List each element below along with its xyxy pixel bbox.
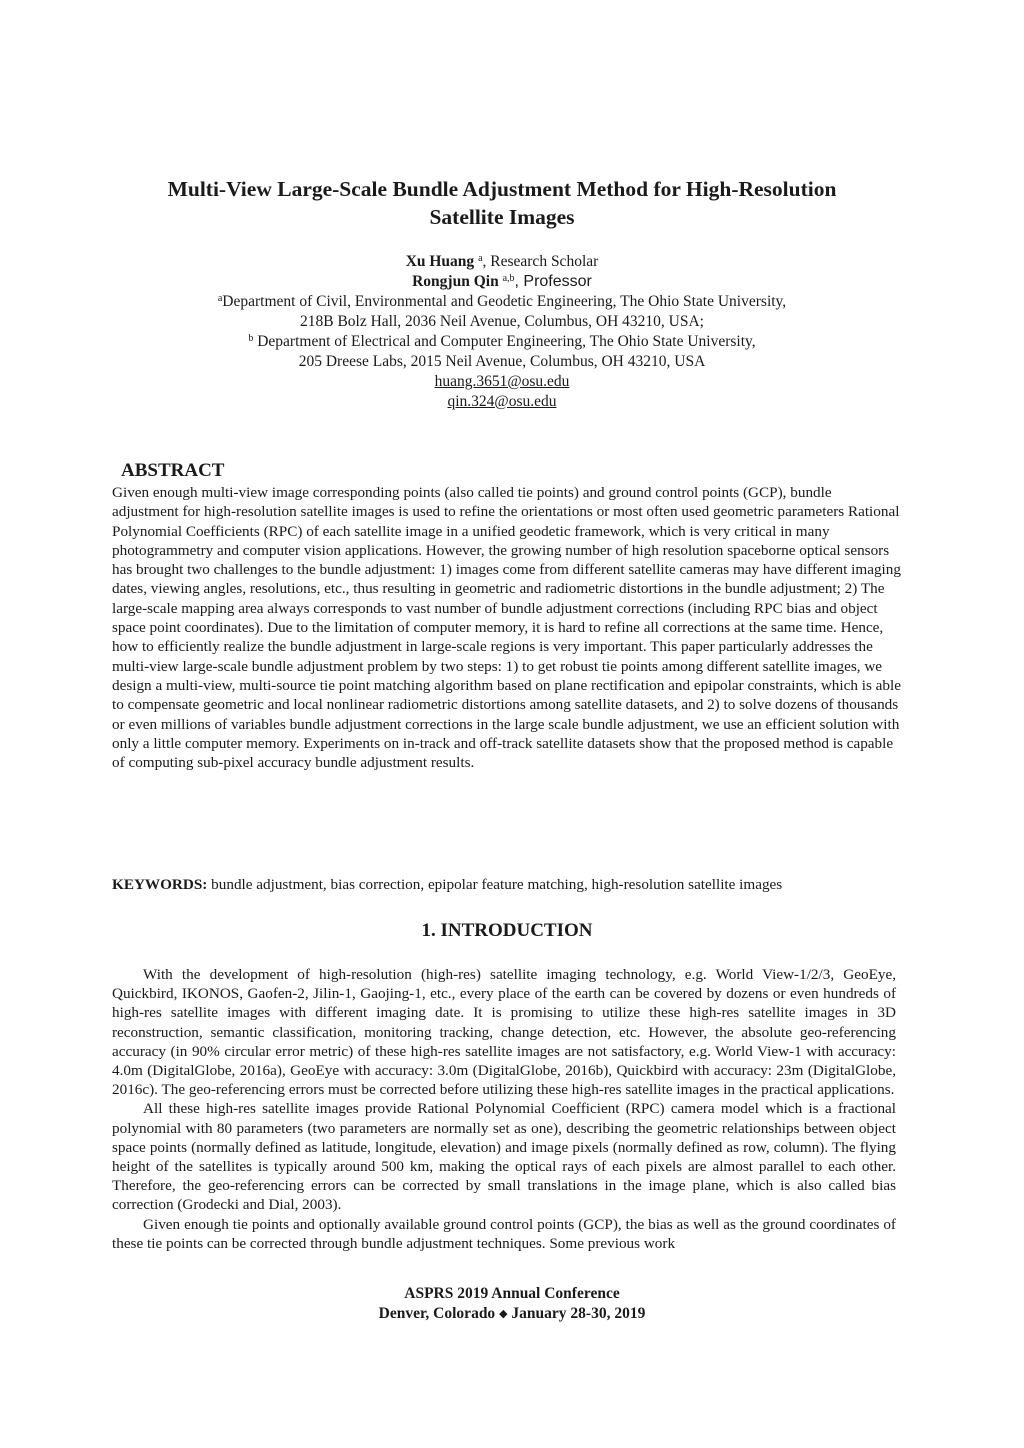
affiliation-a-sup: a: [217, 293, 223, 304]
introduction-heading: 1. INTRODUCTION: [421, 920, 593, 941]
abstract-text: Given enough multi-view image corresponding points (also called tie points) and ground control points (GCP), bundle adjustment for high-resolution satellite images is used to refine the orientations or most often used geometric parameters Rational Polynomial Coefficients (RPC) of each satellite image in a unified geodetic framework, which is very critical in many photogrammetry and computer vision applications. However, the growing number of high resolution spaceborne optical sensors has brought two challenges to the bundle adjustment: 1) images come from different satellite cameras may have different imaging dates, viewing angles, resolutions, etc., thus resulting in geometric and radiometric distortions in the bundle adjustment; 2) The large-scale mapping area always corresponds to vast number of bundle adjustment corrections (including RPC bias and object space point coordinates). Due to the limitation of computer memory, it is hard to refine all corrections at the same time. Hence, how to efficiently realize the bundle adjustment in large-scale regions is very important. This paper particularly addresses the multi-view large-scale bundle adjustment problem by two steps: 1) to get robust tie points among different satellite images, we design a multi-view, multi-source tie point matching algorithm based on plane rectification and epipolar constraints, which is able to compensate geometric and local nonlinear radiometric distortions among satellite datasets, and 2) to solve dozens of thousands or even millions of variables bundle adjustment corrections in the large scale bundle adjustment, we use an efficient solution with only a little computer memory. Experiments on in-track and off-track satellite datasets show that the proposed method is capable of computing sub-pixel accuracy bundle adjustment results.: [112, 484, 901, 772]
keywords-line: [112, 875, 902, 894]
affiliation-a-text-1: Department of Civil, Environmental and Geodetic Engineering, The Ohio State University,: [222, 293, 787, 310]
footer-location: Denver, Colorado: [378, 1305, 500, 1322]
author-1: [100, 252, 904, 272]
intro-paragraph-1: With the development of high-resolution (high-res) satellite imaging technology, e.g. World View-1/2/3, GeoEye, Quickbird, IKONOS, Gaofen-2, Jilin-1, Gaojing-1, etc., every place of the earth can be covered by dozens or even hundreds of high-res satellite images with different imaging date. It is promising to utilize these high-res satellite images in 3D reconstruction, semantic classification, monitoring tracking, change detection, etc. However, the absolute geo-referencing accuracy (in 90% circular error metric) of these high-res satellite images are not satisfactory, e.g. World View-1 with accuracy: 4.0m (DigitalGlobe, 2016a), GeoEye with accuracy: 3.0m (DigitalGlobe, 2016b), Quickbird with accuracy: 23m (DigitalGlobe, 2016c). The geo-referencing errors must be corrected before utilizing these high-res satellite images in the practical applications.: [112, 966, 896, 1099]
email-link-2[interactable]: qin.324@osu.edu: [447, 393, 557, 410]
footer-line-2: [100, 1304, 924, 1324]
email-line-2: [100, 392, 904, 412]
affiliation-b-line-2: 205 Dreese Labs, 2015 Neil Avenue, Columbus, OH 43210, USA: [298, 353, 706, 370]
title-line-1: Multi-View Large-Scale Bundle Adjustment Method for High-Resolution: [167, 177, 837, 201]
affiliation-a-line-1: [100, 292, 904, 312]
affiliation-b-text-1: Department of Electrical and Computer Engineering, The Ohio State University,: [253, 333, 756, 350]
author-2-role: , Professor: [514, 273, 592, 290]
intro-paragraph-3: Given enough tie points and optionally available ground control points (GCP), the bias as well as the ground coordinates of these tie points can be corrected through bundle adjustment techniques. Some previous work: [112, 1215, 896, 1252]
affiliation-b-line-1: [100, 332, 904, 352]
author-block: [100, 252, 904, 412]
footer-dates: January 28-30, 2019: [507, 1305, 646, 1322]
email-line-1: [100, 372, 904, 392]
abstract-heading: ABSTRACT: [121, 460, 225, 481]
author-1-affil-sup: a: [478, 253, 483, 264]
paper-title: [100, 175, 904, 231]
conference-footer: [100, 1284, 924, 1324]
footer-line-1: ASPRS 2019 Annual Conference: [404, 1285, 620, 1302]
introduction-body: [112, 965, 896, 1253]
author-2: [100, 272, 904, 292]
keywords-label: KEYWORDS:: [112, 876, 208, 893]
keywords-text: bundle adjustment, bias correction, epipolar feature matching, high-resolution satellite images: [207, 876, 783, 893]
author-1-role: , Research Scholar: [482, 253, 599, 270]
title-line-2: Satellite Images: [429, 205, 575, 229]
author-2-affil-sup: a,b: [502, 273, 515, 284]
intro-paragraph-2: All these high-res satellite images provide Rational Polynomial Coefficient (RPC) camera model which is a fractional polynomial with 80 parameters (two parameters are normally set as one), describing the geometric relationships between object space points (normally defined as latitude, longitude, elevation) and image pixels (normally defined as row, column). The flying height of the satellites is typically around 500 km, making the optical rays of each pixels are almost parallel to each other. Therefore, the geo-referencing errors can be corrected by small translations in the image plane, which is also called bias correction (Grodecki and Dial, 2003).: [112, 1100, 896, 1214]
author-2-name: Rongjun Qin: [412, 273, 499, 290]
email-link-1[interactable]: huang.3651@osu.edu: [434, 373, 570, 390]
diamond-separator-icon: ◆: [499, 1308, 508, 1320]
affiliation-a-line-2: 218B Bolz Hall, 2036 Neil Avenue, Columbus, OH 43210, USA;: [300, 313, 704, 330]
affiliation-b-sup: b: [248, 333, 254, 344]
author-1-name: Xu Huang: [405, 253, 475, 270]
